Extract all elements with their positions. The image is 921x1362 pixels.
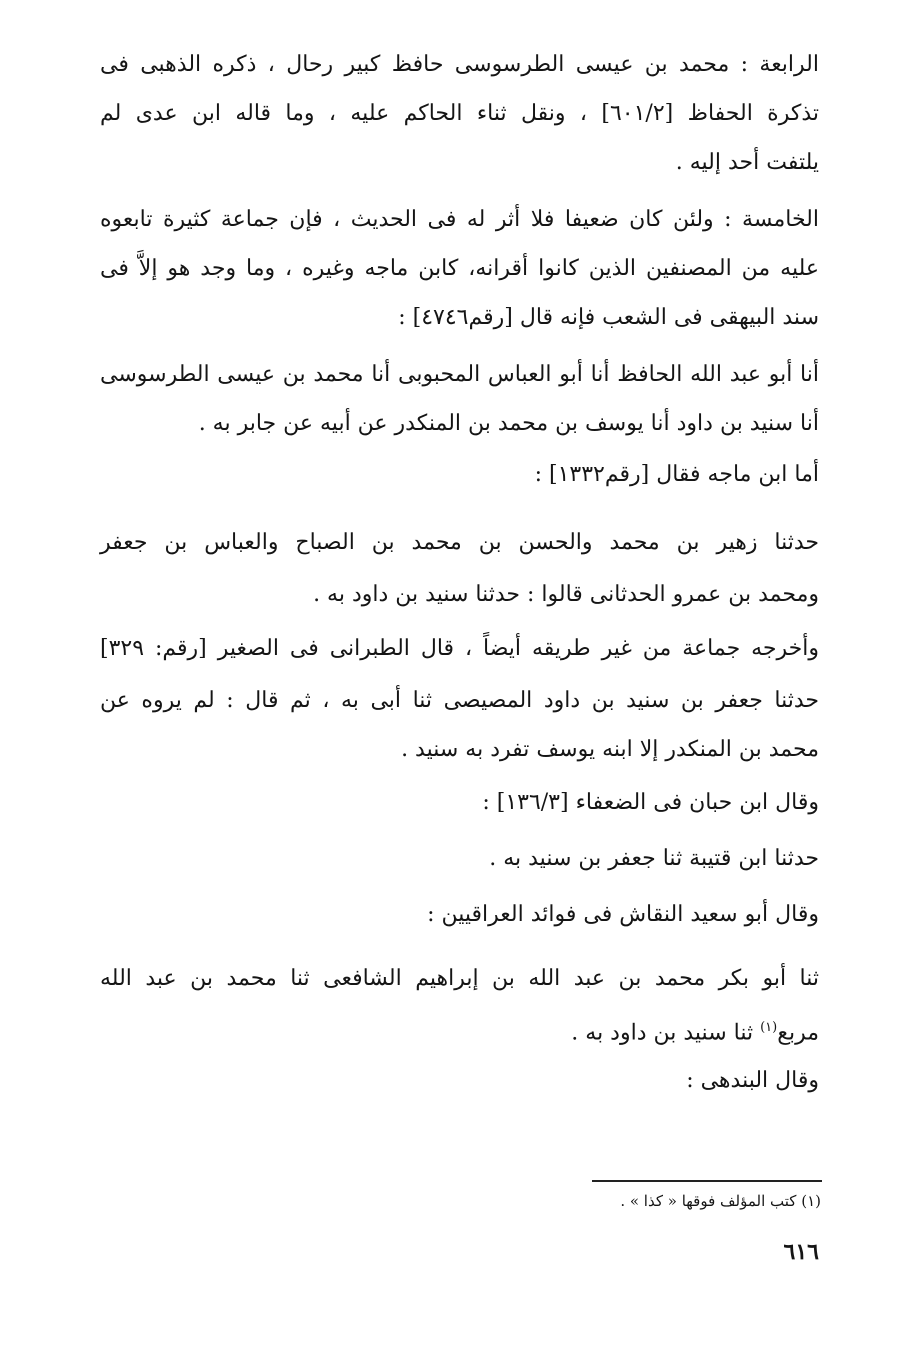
text-line-6: سند البيهقى فى الشعب فإنه قال [رقم٤٧٤٦] : [398, 305, 819, 330]
text-line-19-rest: ثنا سنيد بن داود به . [571, 1020, 754, 1046]
text-line-5: عليه من المصنفين الذين كانوا أقرانه، كابن ماجه وغيره ، وما وجد هو إلاَّ فى [100, 256, 819, 281]
page-number: ٦١٦ [783, 1239, 819, 1265]
text-line-20: وقال البندهى : [686, 1068, 819, 1093]
text-line-7: أنا أبو عبد الله الحافظ أنا أبو العباس المحبوبى أنا محمد بن عيسى الطرسوسى [100, 362, 820, 387]
text-line-2: تذكرة الحفاظ [٦٠١/٢] ، ونقل ثناء الحاكم عليه ، وما قاله ابن عدى لم [100, 101, 819, 126]
text-line-18: ثنا أبو بكر محمد بن عبد الله بن إبراهيم الشافعى ثنا محمد بن عبد الله [100, 966, 819, 991]
text-line-13: حدثنا جعفر بن سنيد بن داود المصيصى ثنا أبى به ، ثم قال : لم يروه عن [100, 688, 819, 713]
text-line-10: حدثنا زهير بن محمد والحسن بن محمد بن الصباح والعباس بن جعفر [100, 530, 819, 555]
text-line-11: ومحمد بن عمرو الحدثانى قالوا : حدثنا سنيد بن داود به . [313, 582, 819, 607]
text-line-3: يلتفت أحد إليه . [675, 150, 819, 175]
footnote-reference: (١) [760, 1020, 778, 1035]
footnote-separator [592, 1180, 822, 1182]
text-line-1: الرابعة : محمد بن عيسى الطرسوسى حافظ كبير رحال ، ذكره الذهبى فى [100, 52, 819, 77]
text-line-16: حدثنا ابن قتيبة ثنا جعفر بن سنيد به . [489, 846, 819, 871]
text-line-14: محمد بن المنكدر إلا ابنه يوسف تفرد به سنيد . [401, 737, 819, 762]
text-line-17: وقال أبو سعيد النقاش فى فوائد العراقيين : [427, 902, 819, 927]
text-line-12: وأخرجه جماعة من غير طريقه أيضاً ، قال الطبرانى فى الصغير [رقم: ٣٢٩] [100, 636, 819, 661]
text-line-19 [571, 1011, 819, 1050]
text-line-9: أما ابن ماجه فقال [رقم١٣٣٢] : [534, 462, 819, 487]
text-line-15: وقال ابن حبان فى الضعفاء [١٣٦/٣] : [482, 790, 819, 815]
footnote-text: (١) كتب المؤلف فوقها « كذا » . [620, 1192, 821, 1210]
text-line-4: الخامسة : ولئن كان ضعيفا فلا أثر له فى الحديث ، فإن جماعة كثيرة تابعوه [100, 207, 819, 232]
footnote-word: مربع [777, 1020, 819, 1046]
text-line-8: أنا سنيد بن داود أنا يوسف بن محمد بن المنكدر عن أبيه عن جابر به . [198, 411, 819, 436]
